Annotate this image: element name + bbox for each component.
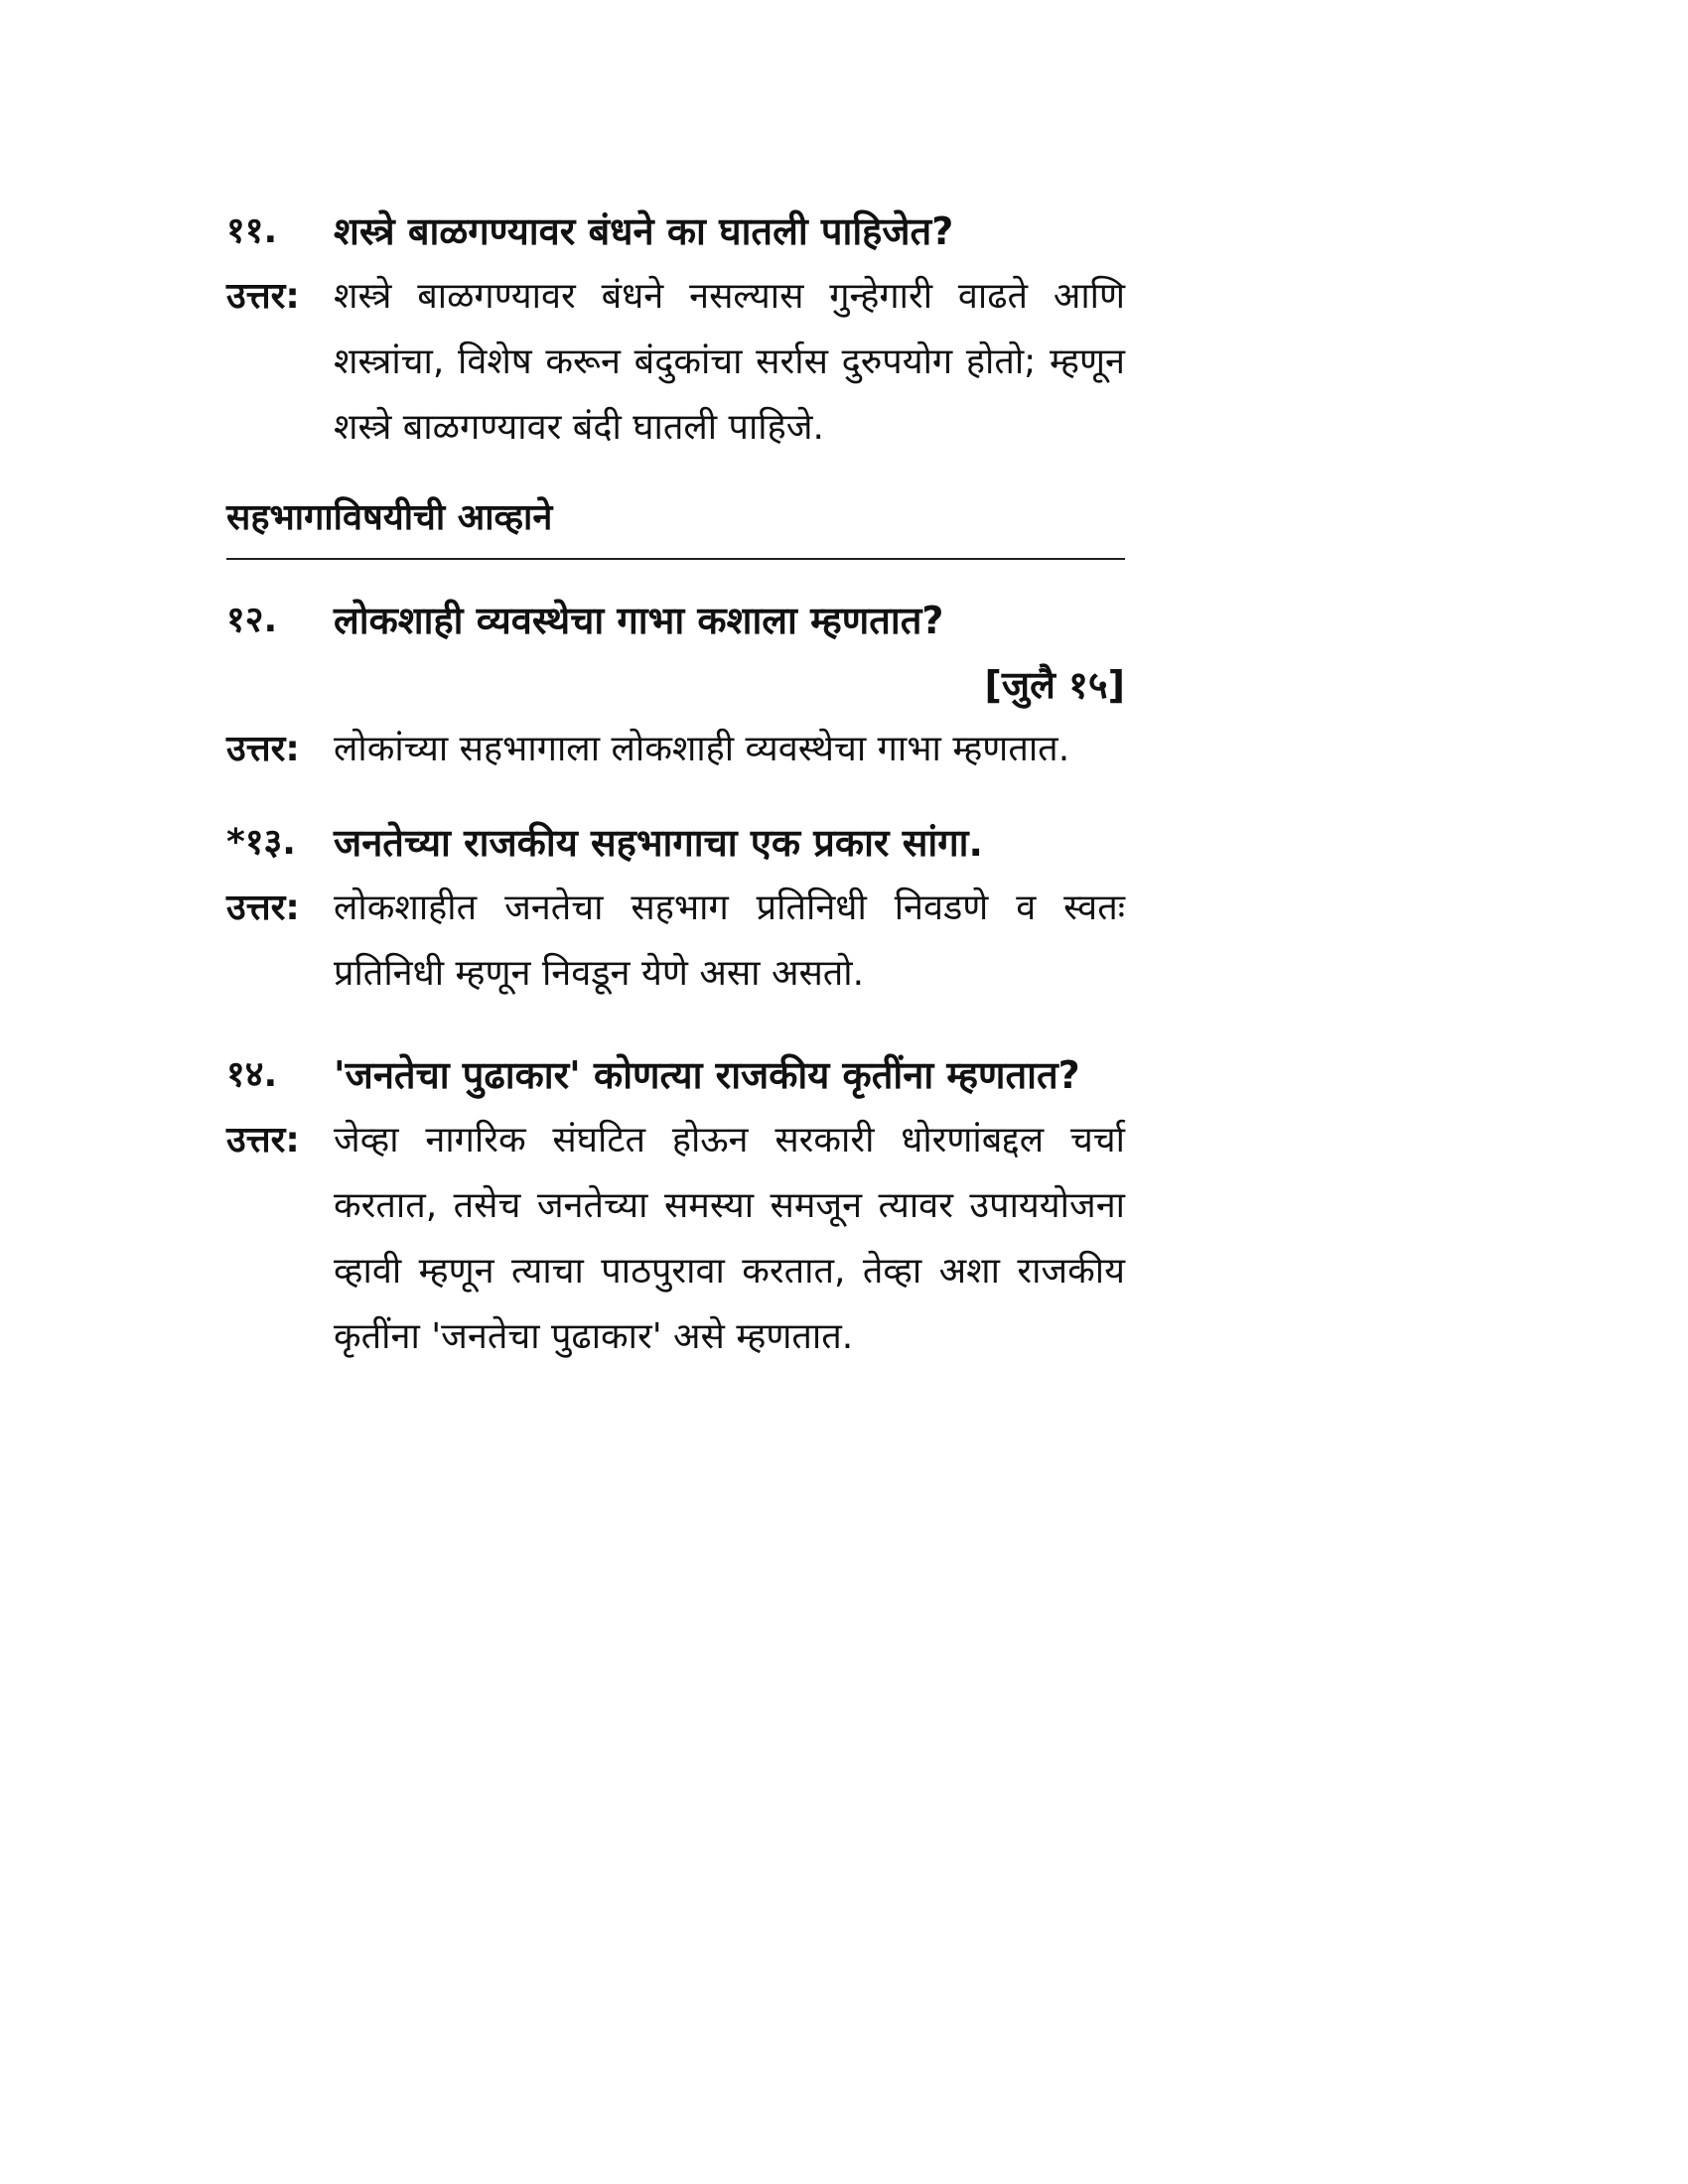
question-row [226,199,1125,264]
answer-text: जेव्हा नागरिक संघटित होऊन सरकारी धोरणांबद्दल चर्चा करतात, तसेच जनतेच्या समस्या समजून त्यावर उपाययोजना व्हावी म्हणून त्याचा पाठपुरावा करतात, तेव्हा अशा राजकीय कृतींना 'जनतेचा पुढाकार' असे म्हणतात. [334,1120,1125,1357]
answer-label: उत्तर: [226,1120,300,1160]
question-block-11 [226,199,1125,461]
question-number: १२. [226,600,278,640]
answer-label: उत्तर: [226,887,300,928]
question-number: १४. [226,1054,278,1095]
question-row [226,1042,1125,1108]
question-number: ११. [226,210,278,251]
question-number: *१३. [226,822,296,863]
answer-label: उत्तर: [226,729,300,769]
section-heading: सहभागाविषयीची आव्हाने [226,488,1125,560]
page-content [226,199,1125,1370]
answer-row [226,264,1125,461]
question-text: लोकशाही व्यवस्थेचा गाभा कशाला म्हणतात? [334,599,944,642]
question-block-12 [226,588,1125,782]
question-block-14 [226,1042,1125,1370]
exam-reference: [जुलै १५] [984,663,1125,707]
question-text: 'जनतेचा पुढाकार' कोणत्या राजकीय कृतींना म्हणतात? [334,1053,1080,1097]
answer-row [226,717,1125,782]
question-text: शस्त्रे बाळगण्यावर बंधने का घातली पाहिजेत? [334,209,954,253]
question-row [226,588,1125,653]
answer-label: उत्तर: [226,276,300,317]
answer-text: लोकांच्या सहभागाला लोकशाही व्यवस्थेचा गाभा म्हणतात. [334,729,1070,769]
question-text: जनतेच्या राजकीय सहभागाचा एक प्रकार सांगा. [334,821,983,865]
answer-row [226,1108,1125,1370]
answer-row [226,876,1125,1007]
answer-text: शस्त्रे बाळगण्यावर बंधने नसल्यास गुन्हेगारी वाढते आणि शस्त्रांचा, विशेष करून बंदुकांचा सर्रास दुरुपयोग होतो; म्हणून शस्त्रे बाळगण्यावर बंदी घातली पाहिजे. [334,276,1125,448]
question-row [226,810,1125,876]
question-block-13 [226,810,1125,1007]
answer-text: लोकशाहीत जनतेचा सहभाग प्रतिनिधी निवडणे व स्वतः प्रतिनिधी म्हणून निवडून येणे असा असतो. [334,887,1125,994]
